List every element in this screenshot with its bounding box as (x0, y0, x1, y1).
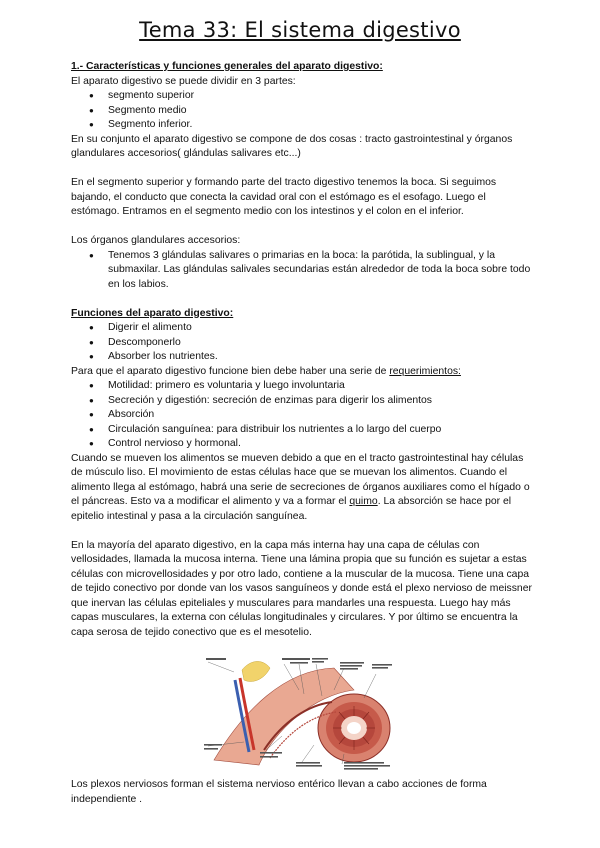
paragraph-6: Los plexos nerviosos forman el sistema nervioso entérico llevan a cabo acciones de forma independiente . (71, 779, 487, 805)
paragraph-5: En la mayoría del aparato digestivo, en la capa más interna hay una capa de células con vellosidades, llamada la mucosa interna. Tiene una lámina propia que su función es sujetar a estas células con microvellosidades y por otro lado, contiene a la muscular de la mucosa. Tiene una capa de tejido conectivo por donde van los vasos sanguíneos y donde está el plexo nervioso de meissner que inervan las células epiteliales y musculares para mandarles una respuesta. Luego hay más capas musculares, la externa con células longitudinales y circulares. Y por último se encuentra la capa serosa de tejido conectivo que es el mesotelio. (71, 539, 532, 638)
list-item: ● Motilidad: primero es voluntaria y luego involuntaria (108, 379, 533, 394)
glands-list (71, 249, 533, 293)
paragraph-intro: El aparato digestivo se puede dividir en 3 partes: (71, 75, 296, 87)
list-item: ● Absorción (108, 408, 533, 423)
list-item: ● Descomponerlo (108, 336, 533, 351)
tract-cross-section-image (204, 650, 404, 770)
underlined-word: quimo (349, 496, 378, 507)
list-item: ● Segmento medio (108, 104, 533, 119)
list-item: ● Secreción y digestión: secreción de enzimas para digerir los alimentos (108, 394, 533, 409)
paragraph-1: En su conjunto el aparato digestivo se compone de dos cosas : tracto gastrointestinal y órganos glandulares accesorios( glándulas salivares etc...) (71, 133, 513, 159)
paragraph-requirements: Para que el aparato digestivo funcione bien debe haber una serie de requerimientos: (71, 365, 461, 377)
parts-list (71, 89, 533, 133)
requirements-list (71, 379, 533, 452)
document-body (71, 60, 533, 807)
page-title: Tema 33: El sistema digestivo (139, 18, 461, 42)
list-item: ● segmento superior (108, 89, 533, 104)
digestive-wall-illustration (204, 650, 404, 770)
paragraph-2: En el segmento superior y formando parte del tracto digestivo tenemos la boca. Si seguimos bajando, el conducto que conecta la cavidad oral con el estómago es el esofago. Luego el estómago. Entramos en el segmento medio con los intestinos y el colon en el inferior. (71, 177, 497, 217)
list-item: ● Tenemos 3 glándulas salivares o primarias en la boca: la parótida, la sublingual, y la submaxilar. Las glándulas salivales secundarias están alrededor de toda la boca sobre todo en los labios. (108, 249, 533, 293)
section-heading-2: Funciones del aparato digestivo: (71, 307, 234, 319)
list-item: ● Digerir el alimento (108, 321, 533, 336)
functions-list (71, 321, 533, 365)
list-item: ● Segmento inferior. (108, 118, 533, 133)
list-item: ● Absorber los nutrientes. (108, 350, 533, 365)
list-item: ● Control nervioso y hormonal. (108, 437, 533, 452)
list-item: ● Circulación sanguínea: para distribuir los nutrientes a lo largo del cuerpo (108, 423, 533, 438)
paragraph-4: Cuando se mueven los alimentos se mueven debido a que en el tracto gastrointestinal hay células de músculo liso. El movimiento de estas células hace que se muevan los alimentos. Cuando el alimento llega al estómago, habrá una serie de secreciones de órganos auxiliares como el hígado o el páncreas. Esto va a modificar el alimento y va a formar el quimo. La absorción se hace por el epitelio intestinal y pasa a la circulación sanguínea. (71, 452, 530, 522)
paragraph-3: Los órganos glandulares accesorios: (71, 235, 241, 246)
section-heading-1: 1.- Características y funciones generales del aparato digestivo: (71, 61, 383, 72)
underlined-word: requerimientos: (389, 365, 461, 377)
